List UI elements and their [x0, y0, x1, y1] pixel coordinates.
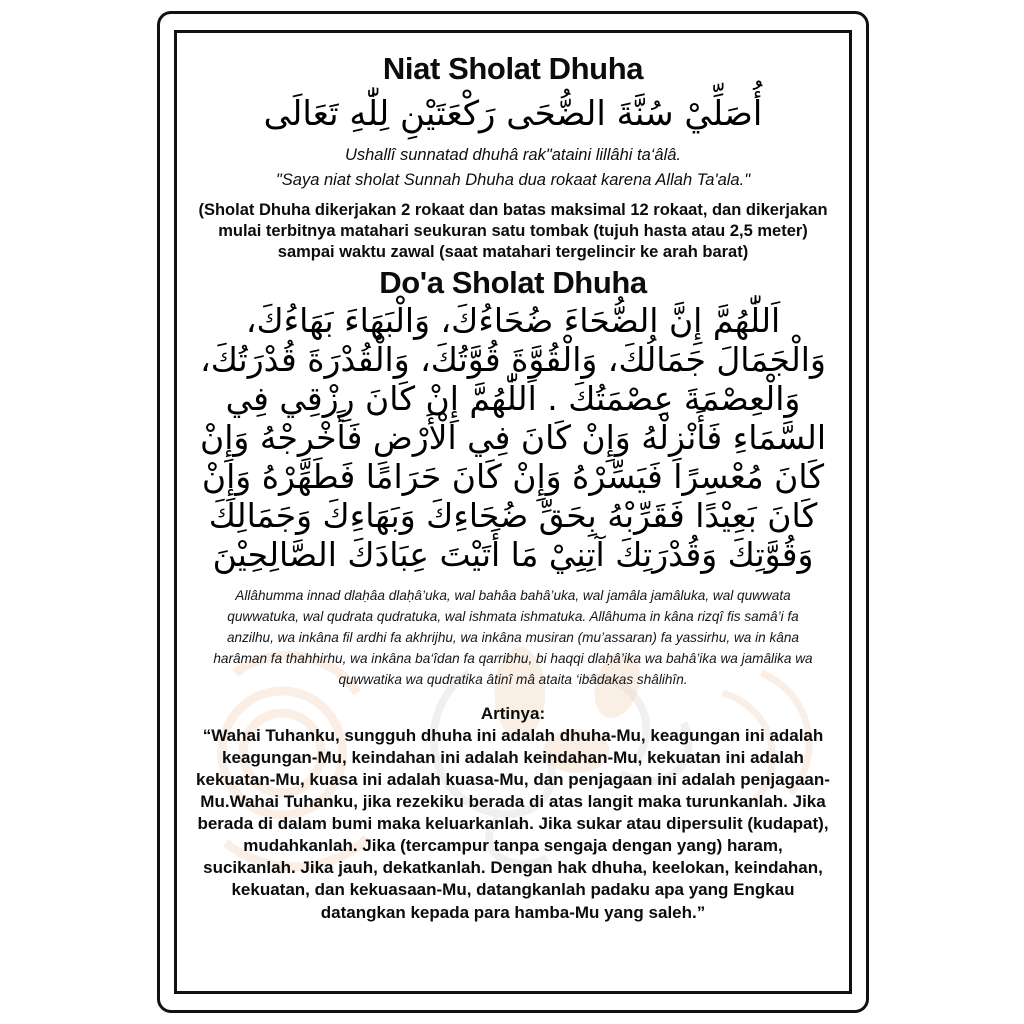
- niat-meaning: "Saya niat sholat Sunnah Dhuha dua rokaat karena Allah Ta'ala.": [275, 170, 751, 189]
- doa-arabic-line: اَللّٰهُمَّ إِنَّ الضُّحَاءَ ضُحَاءُكَ، وَالْبَهَاءَ بَهَاءُكَ،: [245, 300, 781, 340]
- doa-arabic-line: وَالْجَمَالَ جَمَالُكَ، وَالْقُوَّةَ قُوَّتُكَ، وَالْقُدْرَةَ قُدْرَتُكَ،: [200, 339, 826, 379]
- artinya-text: “Wahai Tuhanku, sungguh dhuha ini adalah dhuha-Mu, keagungan ini adalah keagungan-Mu, keindahan ini adalah keindahan-Mu, kekuatan ini adalah kekuatan-Mu, kuasa ini adalah kuasa-Mu, dan penjagaan ini adalah penjagaan-Mu.Wahai Tuhanku, jika rezekiku berada di atas langit maka turunkanlah. Jika berada di dalam bumi maka keluarkanlah. Jika sukar atau dipersulit (kudapat), mudahkanlah. Jika (tercampur tanpa sengaja dengan yang) haram, sucikanlah. Jika jauh, dekatkanlah. Dengan hak dhuha, keelokan, keindahan, kekuatan, dan kekuasaan-Mu, datangkanlah padaku apa yang Engkau datangkan kepada para hamba-Mu yang saleh.”: [196, 725, 830, 922]
- doa-arabic-line: كَانَ بَعِيْدًا فَقَرِّبْهُ بِحَقِّ ضُحَاءِكَ وَبَهَاءِكَ وَجَمَالِكَ: [208, 495, 818, 535]
- doa-title: Do'a Sholat Dhuha: [379, 265, 647, 301]
- niat-arabic-text: أُصَلِّيْ سُنَّةَ الضُّحَى رَكْعَتَيْنِ لِلّٰهِ تَعَالَى: [263, 93, 763, 134]
- doa-transliteration: Allâhumma innad dlaḥâa dlaḥâ’uka, wal bahâa bahâ’uka, wal jamâla jamâluka, wal quwwata quwwatuka, wal qudrata qudratuka, wal ishmata ishmatuka. Allâhuma in kâna rizqî fis samâ’i fa anzilhu, wa inkâna fil ardhi fa akhrijhu, wa inkâna musiran (mu’assaran) fa yassirhu, wa in kâna harâman fa thahhirhu, wa inkâna ba‘îdan fa qarribhu, bi haqqi dlaḥâ’ika wa bahâ’ika wa jamâlika wa quwwatika wa qudratika âtinî mâ ataita ‘ibâdakas shâlihîn.: [213, 587, 813, 687]
- poster-inner-border: [174, 30, 852, 994]
- poster-card: [157, 11, 869, 1013]
- doa-arabic-block: [191, 302, 835, 575]
- niat-transliteration: Ushallî sunnatad dhuhâ rak"ataini lillâhi ta‘âlâ.: [344, 145, 682, 164]
- doa-arabic-line: وَالْعِصْمَةَ عِصْمَتُكَ . اَللّٰهُمَّ إِنْ كَانَ رِزْقِي فِي: [225, 378, 801, 418]
- doa-arabic-line: وَقُوَّتِكَ وَقُدْرَتِكَ آتِنِيْ مَا أَتَيْتَ عِبَادَكَ الصَّالِحِيْنَ: [212, 534, 814, 574]
- doa-arabic-line: كَانَ مُعْسِرًا فَيَسِّرْهُ وَإِنْ كَانَ حَرَامًا فَطَهِّرْهُ وَإِنْ: [201, 456, 825, 496]
- niat-note: (Sholat Dhuha dikerjakan 2 rokaat dan batas maksimal 12 rokaat, dan dikerjakan mulai terbitnya matahari seukuran satu tombak (tujuh hasta atau 2,5 meter) sampai waktu zawal (saat matahari tergelincir ke arah barat): [198, 201, 828, 262]
- artinya-label: Artinya:: [480, 703, 546, 723]
- poster-content: [177, 33, 849, 991]
- niat-title: Niat Sholat Dhuha: [382, 51, 644, 86]
- doa-arabic-line: السَّمَاءِ فَأَنْزِلْهُ وَإِنْ كَانَ فِي الْأَرْضِ فَأَخْرِجْهُ وَإِنْ: [199, 417, 827, 457]
